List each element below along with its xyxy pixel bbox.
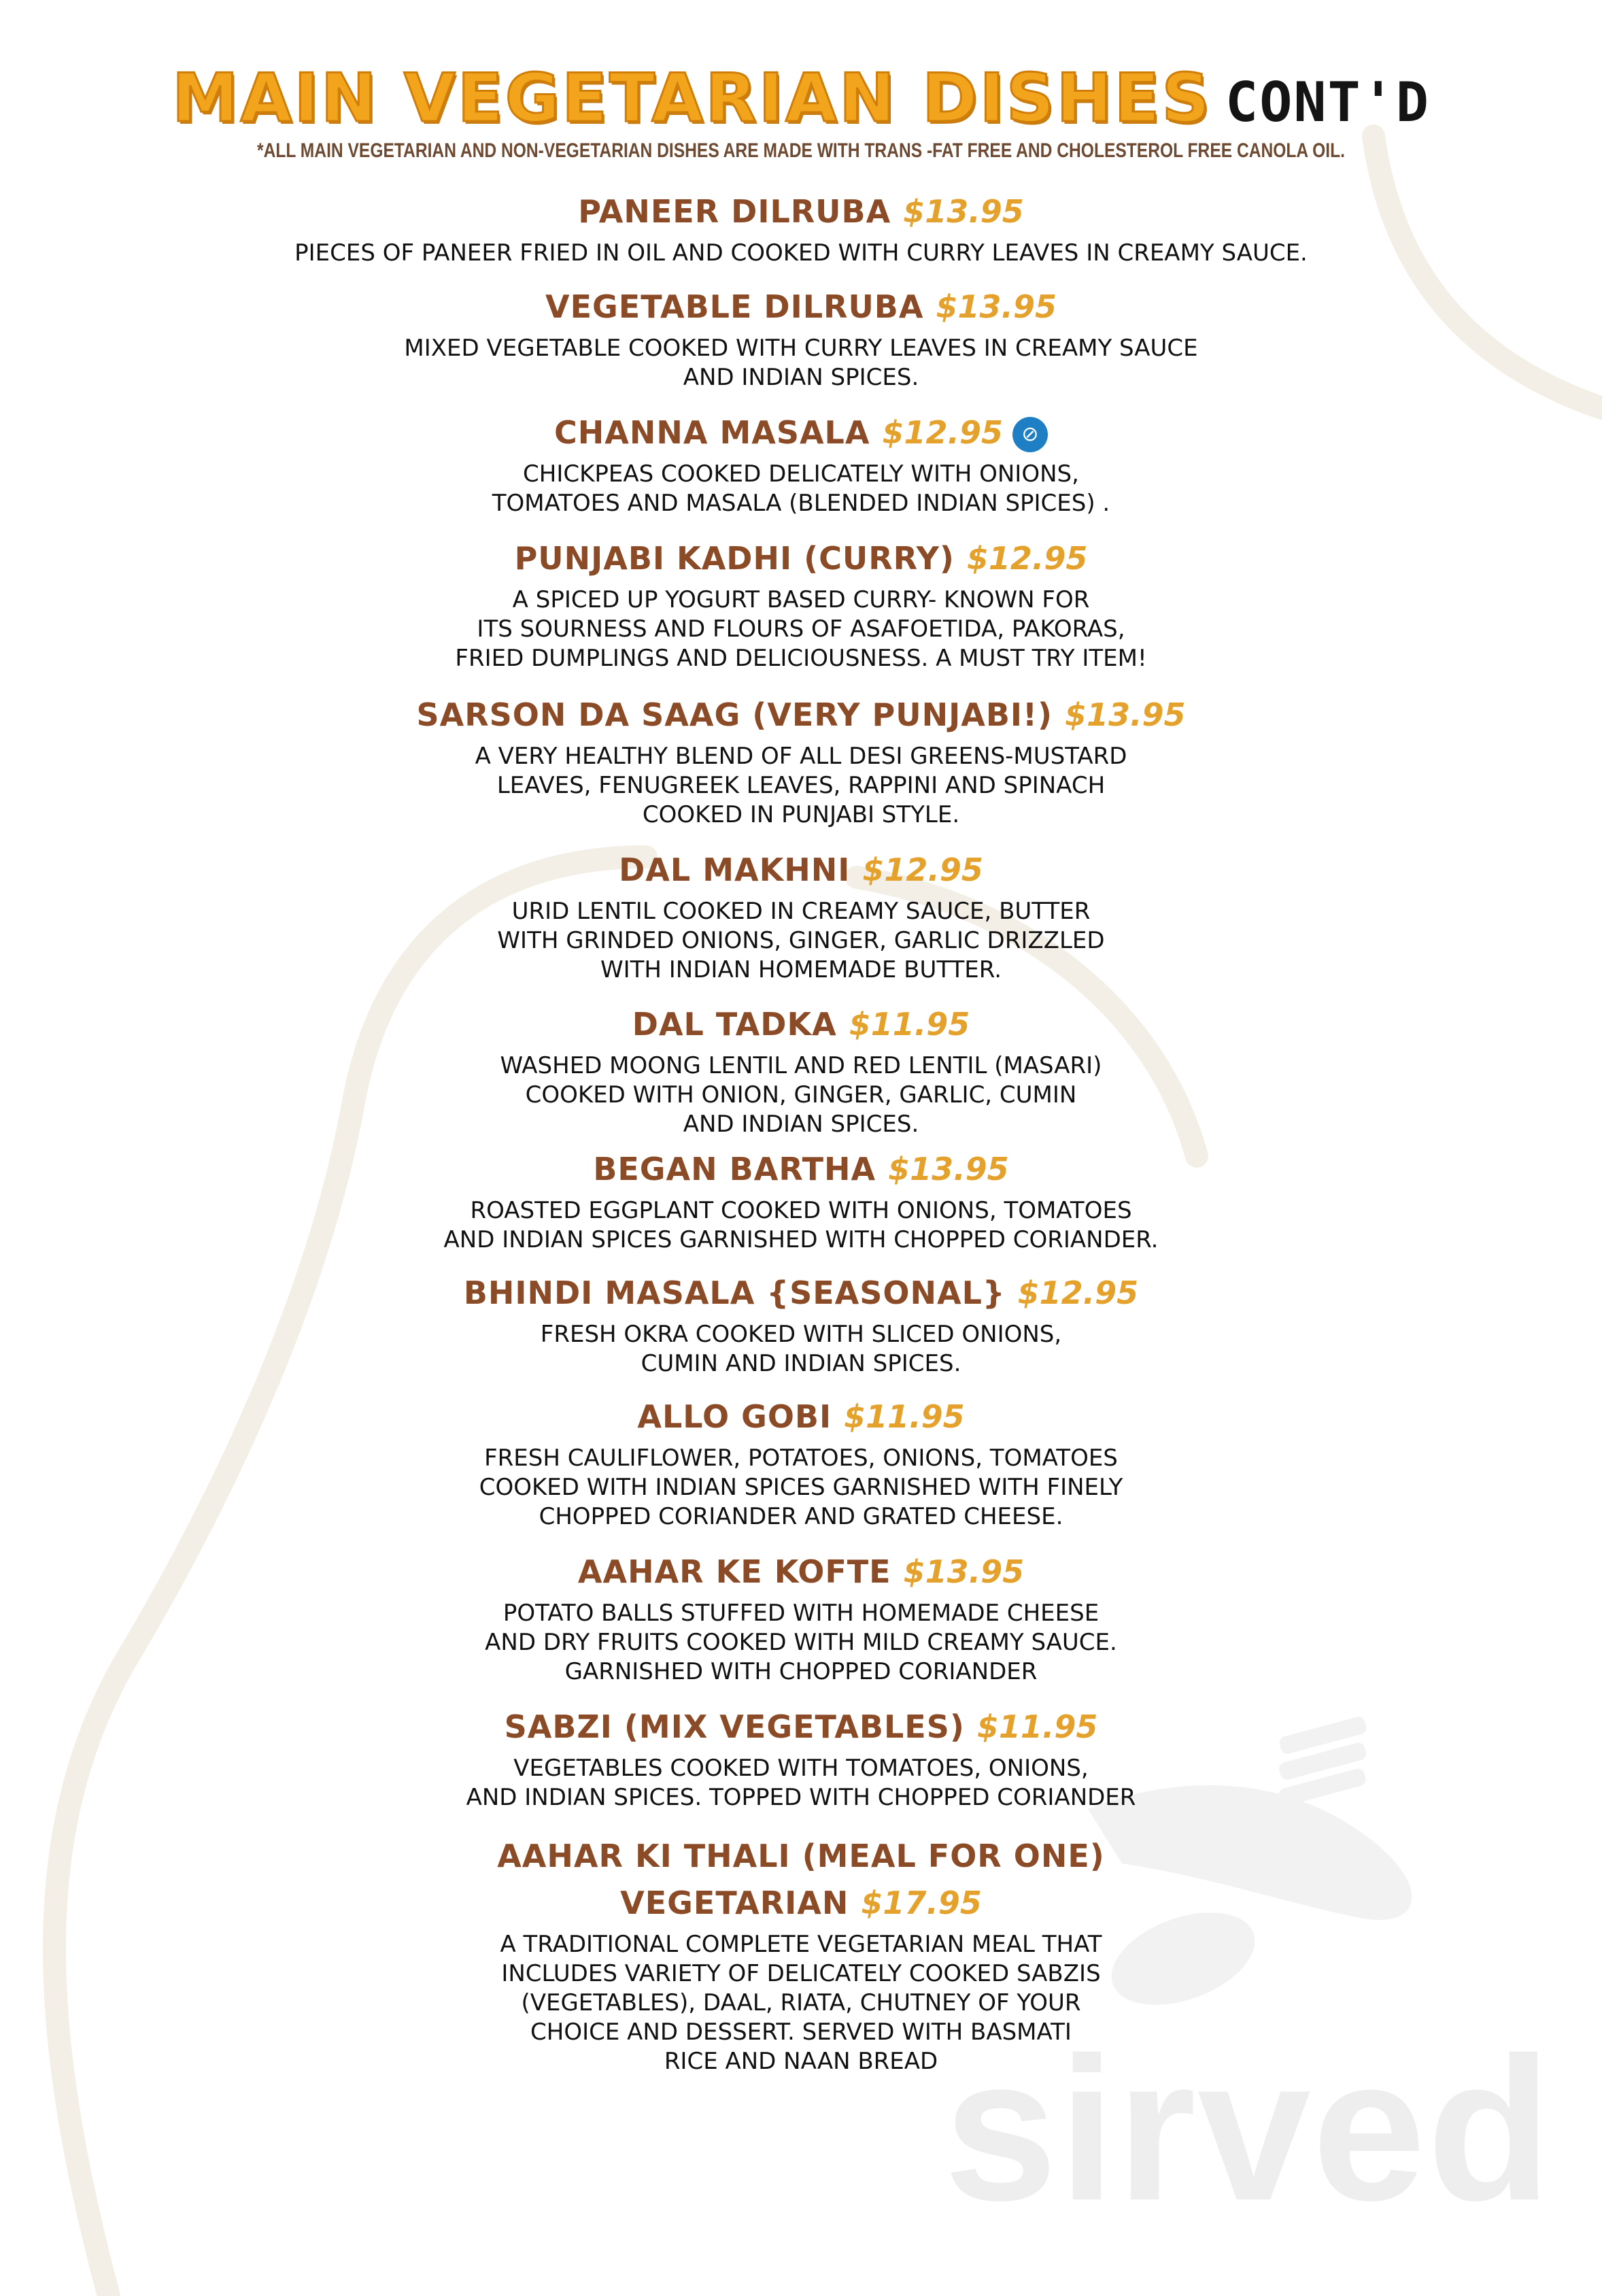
menu-item-heading xyxy=(0,413,1602,460)
menu-item-description: FRESH CAULIFLOWER, POTATOES, ONIONS, TOMATOES xyxy=(484,1445,1118,1472)
menu-item-name: AAHAR KI THALI (MEAL FOR ONE) xyxy=(497,1838,1105,1874)
menu-item-description: INCLUDES VARIETY OF DELICATELY COOKED SABZIS xyxy=(501,1960,1101,1987)
page-title-suffix: CONT'D xyxy=(1225,71,1431,134)
menu-item-name: DAL MAKHNI xyxy=(619,851,851,888)
menu-item xyxy=(0,1149,1602,1255)
menu-item-heading xyxy=(0,539,1602,586)
menu-item xyxy=(0,1397,1602,1532)
menu-item-heading xyxy=(0,192,1602,239)
menu-item-name: BEGAN BARTHA xyxy=(593,1151,876,1187)
menu-item-description: FRESH OKRA COOKED WITH SLICED ONIONS, xyxy=(540,1321,1062,1348)
menu-item-heading xyxy=(0,850,1602,897)
menu-item-description: A VERY HEALTHY BLEND OF ALL DESI GREENS-MUSTARD xyxy=(475,743,1127,770)
menu-item-price: $13.95 xyxy=(903,193,1024,230)
menu-item-heading xyxy=(0,1397,1602,1444)
menu-item-description: URID LENTIL COOKED IN CREAMY SAUCE, BUTTER xyxy=(511,898,1091,925)
menu-item-description: WITH GRINDED ONIONS, GINGER, GARLIC DRIZZLED xyxy=(497,927,1105,954)
menu-item-heading xyxy=(0,1004,1602,1051)
menu-item-heading xyxy=(0,1273,1602,1320)
menu-item-name: SARSON DA SAAG (VERY PUNJABI!) xyxy=(416,696,1053,733)
menu-item-name: BHINDI MASALA {SEASONAL} xyxy=(463,1274,1006,1311)
menu-item-description: FRIED DUMPLINGS AND DELICIOUSNESS. A MUST TRY ITEM! xyxy=(455,645,1147,672)
menu-item-price: $12.95 xyxy=(882,414,1003,451)
menu-item-price: $13.95 xyxy=(903,1553,1025,1590)
menu-item-description: COOKED WITH ONION, GINGER, GARLIC, CUMIN xyxy=(525,1081,1077,1109)
menu-item-description: CUMIN AND INDIAN SPICES. xyxy=(641,1350,961,1377)
menu-item-description: WITH INDIAN HOMEMADE BUTTER. xyxy=(600,956,1002,983)
no-gluten-badge-icon: ⊘ xyxy=(1012,417,1048,452)
menu-item-name: VEGETABLE DILRUBA xyxy=(545,288,924,325)
menu-item-description: AND DRY FRUITS COOKED WITH MILD CREAMY SAUCE. xyxy=(485,1629,1117,1656)
menu-header xyxy=(0,60,1602,137)
menu-item-description: CHOPPED CORIANDER AND GRATED CHEESE. xyxy=(539,1503,1063,1530)
menu-item-price: $11.95 xyxy=(976,1708,1098,1745)
menu-item xyxy=(0,413,1602,518)
menu-item-description: AND INDIAN SPICES. TOPPED WITH CHOPPED CORIANDER xyxy=(466,1784,1136,1811)
menu-item-heading xyxy=(0,695,1602,742)
menu-item-description: WASHED MOONG LENTIL AND RED LENTIL (MASARI) xyxy=(500,1052,1102,1079)
menu-item-description: AND INDIAN SPICES. xyxy=(683,1111,919,1138)
oil-note: *ALL MAIN VEGETARIAN AND NON-VEGETARIAN DISHES ARE MADE WITH TRANS -FAT FREE AND CHOLESTEROL FREE CANOLA OIL. xyxy=(257,139,1345,162)
menu-item-price: $12.95 xyxy=(966,540,1088,577)
menu-item-price: $11.95 xyxy=(849,1006,970,1043)
menu-item-description: COOKED WITH INDIAN SPICES GARNISHED WITH FINELY xyxy=(479,1474,1123,1501)
menu-item-description: GARNISHED WITH CHOPPED CORIANDER xyxy=(564,1658,1038,1685)
menu-item-name: PUNJABI KADHI (CURRY) xyxy=(514,540,955,577)
menu-item xyxy=(0,1552,1602,1687)
menu-item-price: $13.95 xyxy=(1065,696,1186,733)
menu-item-name: PANEER DILRUBA xyxy=(578,193,891,230)
menu-item-heading xyxy=(0,1836,1602,1883)
menu-item-name: ALLO GOBI xyxy=(637,1398,832,1435)
menu-item-description: PIECES OF PANEER FRIED IN OIL AND COOKED WITH CURRY LEAVES IN CREAMY SAUCE. xyxy=(294,239,1308,267)
menu-item xyxy=(0,192,1602,268)
menu-item-description: ITS SOURNESS AND FLOURS OF ASAFOETIDA, PAKORAS, xyxy=(477,615,1125,643)
menu-item xyxy=(0,1004,1602,1139)
menu-item xyxy=(0,1273,1602,1379)
menu-item-name: AAHAR KE KOFTE xyxy=(577,1553,891,1590)
menu-item-description: CHOICE AND DESSERT. SERVED WITH BASMATI xyxy=(530,2019,1072,2046)
menu-item-heading xyxy=(0,1149,1602,1196)
menu-item-description: ROASTED EGGPLANT COOKED WITH ONIONS, TOMATOES xyxy=(470,1197,1132,1224)
menu-item-description: LEAVES, FENUGREEK LEAVES, RAPPINI AND SPINACH xyxy=(496,772,1106,799)
menu-item-description: COOKED IN PUNJABI STYLE. xyxy=(642,801,960,828)
menu-item-price: $11.95 xyxy=(844,1398,965,1435)
menu-item-name: CHANNA MASALA xyxy=(553,414,870,451)
menu-item-description: VEGETABLES COOKED WITH TOMATOES, ONIONS, xyxy=(513,1755,1089,1782)
menu-item xyxy=(0,287,1602,392)
menu-item-description: CHICKPEAS COOKED DELICATELY WITH ONIONS, xyxy=(523,460,1079,488)
menu-item-price: $17.95 xyxy=(861,1885,982,1921)
menu-item-description: MIXED VEGETABLE COOKED WITH CURRY LEAVES IN CREAMY SAUCE xyxy=(404,335,1198,362)
menu-item-heading xyxy=(0,1707,1602,1754)
watermark: sirved xyxy=(944,2014,1553,2243)
menu-item-name: SABZI (MIX VEGETABLES) xyxy=(504,1708,965,1745)
menu-item-name: DAL TADKA xyxy=(632,1006,837,1043)
page-title: MAIN VEGETARIAN DISHES xyxy=(171,60,1212,137)
menu-item-description: RICE AND NAAN BREAD xyxy=(664,2048,938,2075)
menu-item-heading xyxy=(0,1883,1602,1930)
menu-item-name: VEGETARIAN xyxy=(620,1885,849,1921)
menu-item-description: (VEGETABLES), DAAL, RIATA, CHUTNEY OF YOUR xyxy=(521,1989,1081,2016)
menu-item-description: A TRADITIONAL COMPLETE VEGETARIAN MEAL THAT xyxy=(500,1931,1102,1958)
menu-item-heading xyxy=(0,1552,1602,1599)
menu-item-description: TOMATOES AND MASALA (BLENDED INDIAN SPICES) . xyxy=(492,490,1110,517)
menu-item-description: POTATO BALLS STUFFED WITH HOMEMADE CHEESE xyxy=(502,1600,1100,1627)
menu-item-price: $12.95 xyxy=(1017,1274,1139,1311)
menu-item-price: $13.95 xyxy=(936,288,1057,325)
menu-item-price: $12.95 xyxy=(862,851,983,888)
menu-item-description: A SPICED UP YOGURT BASED CURRY- KNOWN FOR xyxy=(512,586,1090,613)
menu-item-price: $13.95 xyxy=(888,1151,1009,1187)
menu-item xyxy=(0,695,1602,830)
menu-item xyxy=(0,1707,1602,1812)
menu-item-description: AND INDIAN SPICES. xyxy=(683,364,919,391)
menu-item xyxy=(0,850,1602,985)
menu-item-heading xyxy=(0,287,1602,334)
menu-item-description: AND INDIAN SPICES GARNISHED WITH CHOPPED CORIANDER. xyxy=(443,1226,1159,1253)
menu-item xyxy=(0,539,1602,673)
